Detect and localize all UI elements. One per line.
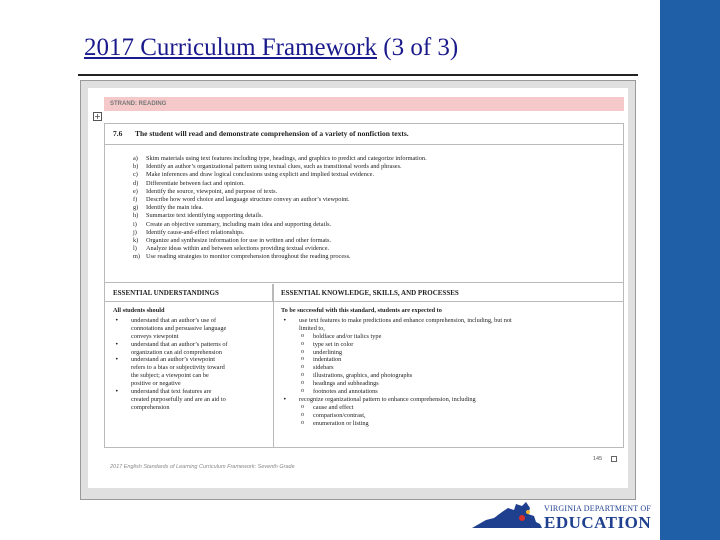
- objective-text: Differentiate between fact and opinion.: [146, 179, 245, 187]
- eu-bullet-line: organization can aid comprehension: [131, 348, 222, 356]
- objective-letter: g): [133, 204, 139, 212]
- right-accent-bar: [660, 0, 720, 540]
- title-underline-rule: [78, 74, 638, 76]
- logo-top-line: VIRGINIA DEPARTMENT OF: [544, 504, 652, 513]
- eu-bullet-line: • understand that an author’s patterns of: [131, 340, 228, 348]
- objective-letter: m): [133, 253, 140, 261]
- eu-bullet-line: conveys viewpoint: [131, 332, 179, 340]
- objective-item: [133, 180, 623, 188]
- objective-item: [133, 196, 623, 204]
- ek-bullet-line: limited to,: [299, 324, 325, 332]
- objective-letter: b): [133, 163, 139, 171]
- essential-understandings-body: [105, 307, 273, 412]
- strand-banner: STRAND: READING: [104, 97, 624, 111]
- eu-bullet-line: the subject; a viewpoint can be: [131, 372, 209, 380]
- objective-letter: i): [133, 220, 137, 228]
- objective-text: Identify an author’s organizational pattern using textual clues, such as transitional words and phrases.: [146, 163, 402, 171]
- ek-sub-item: o cause and effect: [273, 404, 623, 412]
- document-footer: 2017 English Standards of Learning Curriculum Framework: Seventh Grade: [110, 464, 295, 470]
- objective-item: [133, 229, 623, 237]
- objectives-list: [105, 145, 623, 283]
- vdoe-logo: [470, 500, 655, 534]
- objective-item: [133, 155, 623, 163]
- objective-text: Use reading strategies to monitor comprehension throughout the reading process.: [146, 253, 351, 261]
- objective-letter: k): [133, 237, 139, 245]
- objective-text: Identify the source, viewpoint, and purpose of texts.: [146, 187, 278, 195]
- eu-bullet-item: [105, 317, 273, 341]
- eu-bullet-line: comprehension: [131, 403, 170, 411]
- objective-item: [133, 171, 623, 179]
- objective-item: [133, 212, 623, 220]
- objective-item: [133, 253, 623, 261]
- objective-item: [133, 204, 623, 212]
- logo-bottom-line: EDUCATION: [544, 513, 652, 532]
- essential-understandings-header: ESSENTIAL UNDERSTANDINGS: [105, 284, 273, 302]
- objective-letter: h): [133, 212, 139, 220]
- ek-bullet-line: • use text features to make predictions and enhance comprehension, including, but not: [299, 316, 512, 324]
- slide-title-suffix: (3 of 3): [383, 34, 459, 61]
- standard-text: The student will read and demonstrate comprehension of a variety of nonfiction texts.: [135, 129, 409, 138]
- eu-bullet-line: • understand an author’s viewpoint: [131, 356, 215, 364]
- objective-letter: d): [133, 179, 139, 187]
- ek-sub-item: o type set in color: [273, 341, 623, 349]
- objective-letter: j): [133, 228, 137, 236]
- ek-sub-item: o underlining: [273, 349, 623, 357]
- slide-title: [84, 34, 458, 62]
- standard-table: [104, 123, 624, 448]
- objective-item: [133, 188, 623, 196]
- eu-bullet-line: connotations and persuasive language: [131, 324, 227, 332]
- objective-text: Create an objective summary, including main idea and supporting details.: [146, 220, 332, 228]
- expand-plus-icon: +: [94, 112, 101, 121]
- essential-knowledge-body: [273, 307, 623, 428]
- objective-text: Identify the main idea.: [146, 204, 204, 212]
- objective-text: Summarize text identifying supporting details.: [146, 212, 263, 220]
- objective-letter: l): [133, 245, 137, 253]
- objective-item: [133, 237, 623, 245]
- slide-title-main: 2017 Curriculum Framework: [84, 34, 378, 61]
- eu-bullet-line: refers to a bias or subjectivity toward: [131, 364, 225, 372]
- ek-bullet-item: [273, 396, 623, 428]
- ek-sub-item: o sidebars: [273, 364, 623, 372]
- objective-text: Skim materials using text features including type, headings, and graphics to predict and categorize information.: [146, 155, 427, 162]
- document-page: [88, 88, 628, 488]
- page-number: 145: [593, 456, 603, 462]
- virginia-state-icon: [470, 500, 544, 534]
- ek-bullet-line: • recognize organizational pattern to enhance comprehension, including: [299, 395, 476, 403]
- objective-text: Organize and synthesize information for use in written and other formats.: [146, 237, 332, 245]
- ek-sub-item: o enumeration or listing: [273, 420, 623, 428]
- objective-letter: c): [133, 171, 138, 179]
- ek-sub-item: o boldface and/or italics type: [273, 333, 623, 341]
- ek-sub-item: o indentation: [273, 356, 623, 364]
- standard-heading-row: [105, 124, 623, 145]
- standard-number: 7.6: [113, 129, 123, 138]
- essential-knowledge-header: ESSENTIAL KNOWLEDGE, SKILLS, AND PROCESSES: [273, 284, 623, 302]
- ek-sub-item: o footnotes and annotations: [273, 388, 623, 396]
- eu-bullet-line: • understand that an author’s use of: [131, 316, 217, 324]
- eu-lead: All students should: [113, 307, 165, 314]
- objective-item: [133, 163, 623, 171]
- eu-bullet-line: created purposefully and are an aid to: [131, 395, 226, 403]
- objective-letter: e): [133, 187, 138, 195]
- eu-bullet-item: [105, 341, 273, 357]
- objective-text: Make inferences and draw logical conclusions using explicit and implied textual evidence.: [146, 171, 375, 179]
- ek-bullet-item: [273, 317, 623, 396]
- page-checkbox-icon: [611, 456, 617, 462]
- eu-bullet-item: [105, 356, 273, 388]
- ek-lead: To be successful with this standard, students are expected to: [281, 307, 442, 314]
- objective-item: [133, 245, 623, 253]
- eu-bullet-line: • understand that text features are: [131, 388, 212, 396]
- objective-item: [133, 221, 623, 229]
- ek-sub-item: o comparison/contrast,: [273, 412, 623, 420]
- ek-sub-item: o illustrations, graphics, and photographs: [273, 372, 623, 380]
- objective-letter: f): [133, 196, 138, 204]
- objective-text: Describe how word choice and language structure convey an author’s viewpoint.: [146, 196, 350, 204]
- ek-sub-item: o headings and subheadings: [273, 380, 623, 388]
- objective-text: Analyze ideas within and between selections providing textual evidence.: [146, 245, 330, 253]
- objective-letter: a): [133, 155, 138, 162]
- objective-text: Identify cause-and-effect relationships.: [146, 228, 245, 236]
- eu-bullet-item: [105, 388, 273, 412]
- eu-bullet-line: positive or negative: [131, 380, 181, 388]
